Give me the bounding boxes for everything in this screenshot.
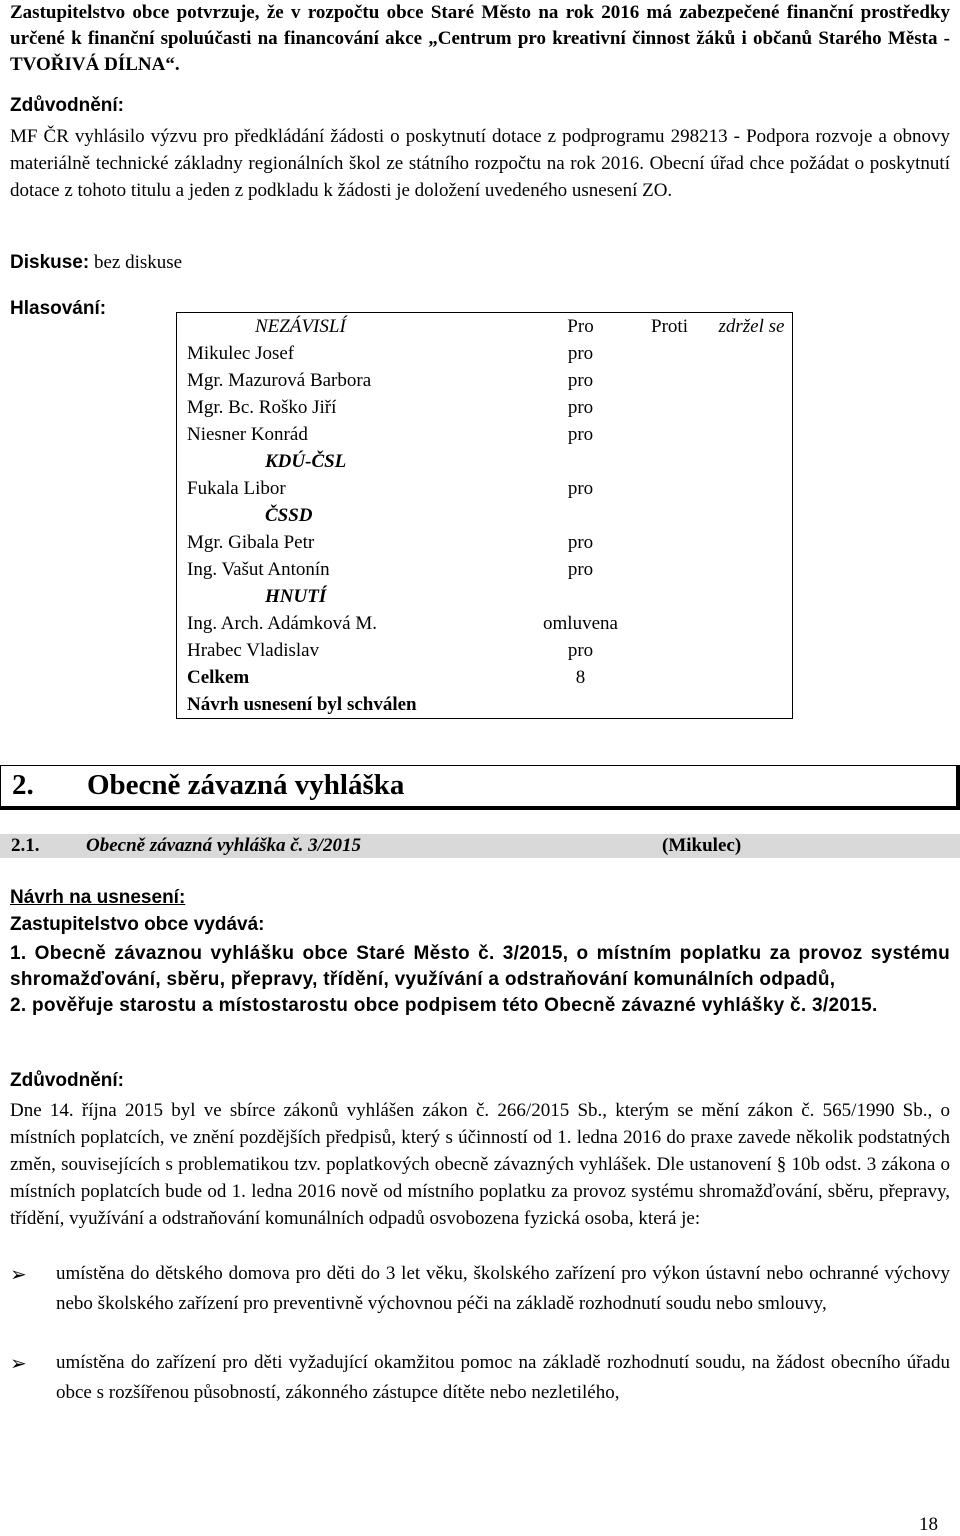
- voting-party-row: [177, 583, 793, 610]
- vote-zdrzel-cell: [711, 394, 793, 421]
- section-2-1-presenter: (Mikulec): [662, 835, 742, 856]
- vote-cell: [533, 448, 628, 475]
- vote-cell: pro: [567, 478, 594, 499]
- vote-proti-cell: [628, 610, 711, 637]
- vote-cell: pro: [567, 424, 594, 445]
- voting-result: Návrh usnesení byl schválen: [177, 691, 629, 719]
- vote-zdrzel-cell: [711, 610, 793, 637]
- vote-zdrzel-cell: [711, 556, 793, 583]
- bullet-item-2: [10, 1348, 950, 1408]
- member-name: Mgr. Gibala Petr: [177, 529, 534, 556]
- section-2-title: [12, 769, 404, 802]
- voting-member-row: [177, 367, 793, 394]
- vote-proti-cell: [628, 340, 711, 367]
- vote-zdrzel-cell: [711, 583, 793, 610]
- voting-header-pro: Pro: [533, 313, 628, 341]
- vote-cell: pro: [567, 370, 594, 391]
- voting-member-row: [177, 529, 793, 556]
- vote-proti-cell: [628, 664, 711, 691]
- vote-proti-cell: [628, 502, 711, 529]
- vote-cell: pro: [567, 532, 594, 553]
- vote-proti-cell: [628, 421, 711, 448]
- resolution-proposal-label: Návrh na usnesení:: [10, 887, 186, 908]
- member-name: Mgr. Mazurová Barbora: [177, 367, 534, 394]
- voting-header-zdrzel: zdržel se: [711, 313, 793, 341]
- voting-table: [176, 312, 793, 719]
- vote-zdrzel-cell: [711, 448, 793, 475]
- member-name: Mikulec Josef: [177, 340, 534, 367]
- member-name: Niesner Konrád: [177, 421, 534, 448]
- bullet-text-2: umístěna do zařízení pro děti vyžadující okamžitou pomoc na základě rozhodnutí soudu, na žádost obecního úřadu obce s rozšířenou působností, zákonného zástupce dítěte nebo nezletilého,: [56, 1352, 950, 1403]
- voting-total-row: [177, 664, 793, 691]
- section-2-1-title: Obecně závazná vyhláška č. 3/2015: [86, 835, 361, 856]
- voting-member-row: [177, 421, 793, 448]
- party-name: HNUTÍ: [177, 583, 534, 610]
- vote-zdrzel-cell: [711, 475, 793, 502]
- vote-proti-cell: [628, 475, 711, 502]
- vote-zdrzel-cell: [711, 367, 793, 394]
- vote-zdrzel-cell: [711, 691, 793, 719]
- voting-label: Hlasování:: [10, 298, 107, 319]
- voting-member-row: [177, 394, 793, 421]
- vote-cell: [533, 583, 628, 610]
- vote-zdrzel-cell: [711, 502, 793, 529]
- vote-cell: pro: [567, 559, 594, 580]
- vote-zdrzel-cell: [711, 340, 793, 367]
- arrow-bullet-icon: ➢: [10, 1262, 27, 1286]
- discussion-line: [10, 252, 182, 274]
- party-name: KDÚ-ČSL: [177, 448, 534, 475]
- voting-header-group: NEZÁVISLÍ: [177, 313, 534, 341]
- section-2-number: 2.: [12, 769, 34, 801]
- discussion-value: bez diskuse: [93, 252, 183, 273]
- intro-paragraph: Zastupitelstvo obce potvrzuje, že v rozpočtu obce Staré Město na rok 2016 má zabezpečené finanční prostředky určené k finanční spoluúčasti na financování akce „Centrum pro kreativní činnost žáků i občanů Starého Města - TVOŘIVÁ DÍLNA“.: [10, 2, 950, 75]
- vote-proti-cell: [628, 448, 711, 475]
- justification-label: Zdůvodnění:: [10, 95, 124, 116]
- vote-cell: pro: [567, 397, 594, 418]
- voting-header-row: [177, 313, 793, 341]
- bullet-text-1: umístěna do dětského domova pro děti do 3 let věku, školského zařízení pro výkon ústavní nebo ochranné výchovy nebo školského zařízení pro preventivně výchovnou péči na základě rozhodnutí soudu nebo smlouvy,: [56, 1263, 950, 1314]
- resolution-item-2: 2. pověřuje starostu a místostarostu obce podpisem této Obecně závazné vyhlášky č. 3/2015.: [10, 995, 878, 1016]
- justification-text: MF ČR vyhlásilo výzvu pro předkládání žádosti o poskytnutí dotace z podprogramu 298213 - Podpora rozvoje a obnovy materiálně technické základny regionálních škol ze státního rozpočtu na rok 2016. Obecní úřad chce požádat o poskytnutí dotace z tohoto titulu a jeden z podkladu k žádosti je doložení uvedeného usnesení ZO.: [10, 126, 950, 201]
- vote-proti-cell: [628, 367, 711, 394]
- justification-2-text: Dne 14. října 2015 byl ve sbírce zákonů vyhlášen zákon č. 266/2015 Sb., kterým se mění zákon č. 565/1990 Sb., o místních poplatcích, ve znění pozdějších předpisů, který s účinností od 1. ledna 2016 do praxe zavede několik podstatných změn, souvisejících s problematikou tzv. poplatkových obecně závazných vyhlášek. Dle ustanovení § 10b odst. 3 zákona o místních poplatcích bude od 1. ledna 2016 nově od místního poplatku za provoz systému shromažďování, sběru, přepravy, třídění, využívání a odstraňování komunálních odpadů osvobozena fyzická osoba, která je:: [10, 1100, 950, 1229]
- resolution-items: [10, 941, 950, 1019]
- member-name: Ing. Arch. Adámková M.: [177, 610, 534, 637]
- vote-zdrzel-cell: [711, 637, 793, 664]
- member-name: Ing. Vašut Antonín: [177, 556, 534, 583]
- vote-cell: pro: [567, 640, 594, 661]
- voting-party-row: [177, 448, 793, 475]
- total-value: 8: [575, 667, 586, 688]
- resolution-issuer: Zastupitelstvo obce vydává:: [10, 914, 265, 935]
- vote-proti-cell: [628, 691, 711, 719]
- vote-proti-cell: [628, 529, 711, 556]
- member-name: Fukala Libor: [177, 475, 534, 502]
- vote-proti-cell: [628, 637, 711, 664]
- vote-proti-cell: [628, 556, 711, 583]
- party-name: ČSSD: [177, 502, 534, 529]
- voting-party-row: [177, 502, 793, 529]
- total-label: Celkem: [177, 664, 534, 691]
- resolution-item-1: 1. Obecně závaznou vyhlášku obce Staré Město č. 3/2015, o místním poplatku za provoz systému shromažďování, sběru, přepravy, třídění, využívání a odstraňování komunálních odpadů,: [10, 943, 950, 990]
- vote-zdrzel-cell: [711, 664, 793, 691]
- voting-member-row: [177, 475, 793, 502]
- vote-zdrzel-cell: [711, 421, 793, 448]
- vote-proti-cell: [628, 394, 711, 421]
- section-2-text: Obecně závazná vyhláška: [87, 769, 405, 801]
- section-2-1-heading: [0, 834, 960, 858]
- member-name: Hrabec Vladislav: [177, 637, 534, 664]
- voting-member-row: [177, 610, 793, 637]
- voting-member-row: [177, 340, 793, 367]
- bullet-item-1: [10, 1259, 950, 1319]
- vote-cell: omluvena: [543, 613, 618, 634]
- voting-header-proti: Proti: [628, 313, 711, 341]
- voting-result-row: [177, 691, 793, 719]
- vote-proti-cell: [628, 583, 711, 610]
- arrow-bullet-icon: ➢: [10, 1351, 27, 1375]
- voting-member-row: [177, 556, 793, 583]
- member-name: Mgr. Bc. Roško Jiří: [177, 394, 534, 421]
- page-number: 18: [919, 1514, 938, 1535]
- section-2-heading: [0, 765, 960, 810]
- section-2-1-number: 2.1.: [11, 835, 40, 856]
- vote-zdrzel-cell: [711, 529, 793, 556]
- discussion-label: Diskuse:: [10, 252, 90, 273]
- vote-cell: [533, 502, 628, 529]
- vote-cell: pro: [567, 343, 594, 364]
- voting-member-row: [177, 637, 793, 664]
- justification-2-label: Zdůvodnění:: [10, 1070, 124, 1091]
